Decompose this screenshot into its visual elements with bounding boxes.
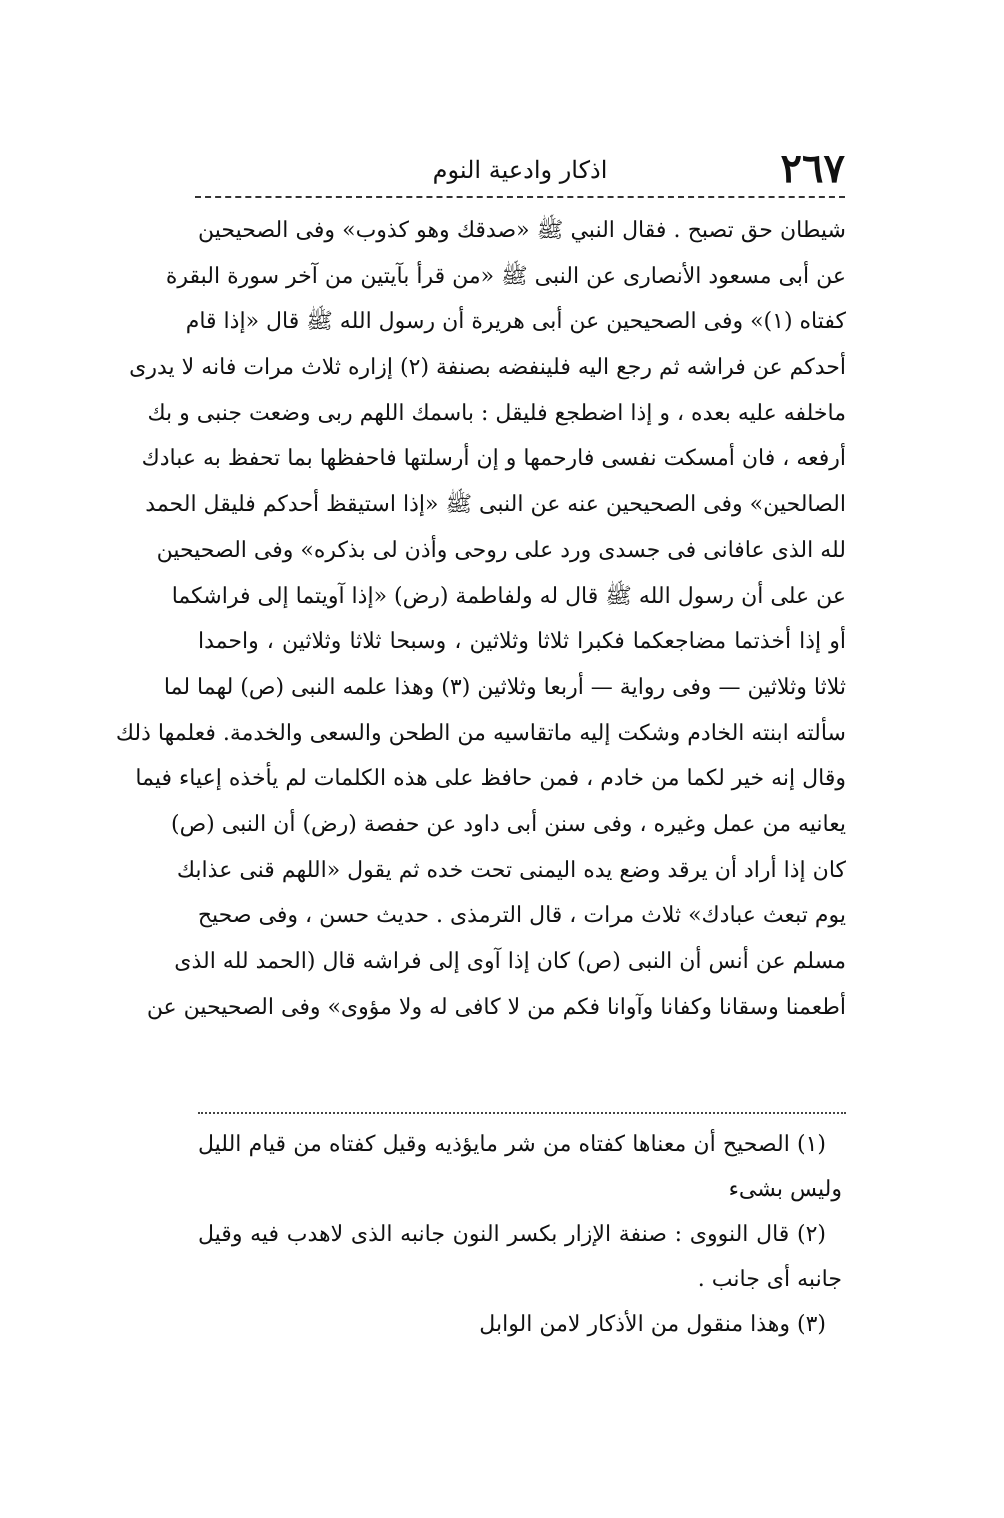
body-line: كفتاه (١)» وفى الصحيحين عن أبى هريرة أن رسول الله ﷺ قال «إذا قام [185,309,846,335]
body-line: ثلاثا وثلاثين — وفى رواية — أربعا وثلاثين (٣) وهذا علمه النبى (ص) لهما لما [163,674,846,700]
footnote-3: (٣) وهذا منقول من الأذكار لامن الوابل [479,1312,826,1337]
body-line: أحدكم عن فراشه ثم رجع اليه فلينفضه بصنفة (٢) إزاره ثلاث مرات فانه لا يدرى [129,355,846,381]
header-rule [195,196,845,198]
footnote-1: (١) الصحيح أن معناها كفتاه من شر مايؤذيه وقيل كفتاه من قيام الليل [198,1132,826,1157]
body-line: كان إذا أراد أن يرقد وضع يده اليمنى تحت خده ثم يقول «اللهم قنى عذابك [176,857,846,883]
body-line: سألته ابنته الخادم وشكت إليه ماتقاسيه من الطحن والسعى والخدمة. فعلمها ذلك [115,720,846,746]
body-line: يعانيه من عمل وغيره ، وفى سنن أبى داود عن حفصة (رض) أن النبى (ص) [171,811,846,837]
body-line: الصالحين» وفى الصحيحين عنه عن النبى ﷺ «إذا استيقظ أحدكم فليقل الحمد [145,492,846,518]
footnote-2: (٢) قال النووى : صنفة الإزار بكسر النون جانبه الذى لاهدب فيه وقيل [198,1222,826,1247]
body-line: يوم تبعث عبادك» ثلاث مرات ، قال الترمذى . حديث حسن ، وفى صحيح [197,903,846,929]
body-line: مسلم عن أنس أن النبى (ص) كان إذا آوى إلى فراشه قال (الحمد لله الذى [174,949,846,974]
footnote-2-continuation: جانبه أى جانب . [697,1267,842,1292]
body-line: أرفعه ، فان أمسكت نفسى فارحمها و إن أرسلتها فاحفظها بما تحفظ به عبادك [141,446,846,472]
body-line: أو إذا أخذتما مضاجعكما فكبرا ثلاثا وثلاثين ، وسبحا ثلاثا وثلاثين ، واحمدا [198,629,846,655]
body-line: وقال إنه خير لكما من خادم ، فمن حافظ على هذه الكلمات لم يأخذه إعياء فيما [135,766,846,792]
footnote-rule [198,1112,846,1114]
body-line: شيطان حق تصبح . فقال النبي ﷺ «صدقك وهو كذوب» وفى الصحيحين [198,218,846,243]
body-line: أطعمنا وسقانا وكفانا وآوانا فكم من لا كافى له ولا مؤوى» وفى الصحيحين عن [146,994,846,1020]
page-number: ٢٦٧ [780,145,845,192]
body-line: ماخلفه عليه بعده ، و إذا اضطجع فليقل : باسمك اللهم ربى وضعت جنبى و بك [147,400,846,426]
body-text [115,208,846,1030]
body-line: لله الذى عافانى فى جسدى ورد على روحى وأذن لى بذكره» وفى الصحيحين [156,537,846,563]
footnote-1-continuation: وليس بشىء [728,1177,842,1202]
running-title: اذكار وادعية النوم [432,156,608,184]
body-line: عن على أن رسول الله ﷺ قال له ولفاطمة (رض) «إذا آويتما إلى فراشكما [171,583,846,609]
body-line: عن أبى مسعود الأنصارى عن النبى ﷺ «من قرأ بآيتين من آخر سورة البقرة [165,263,846,289]
page-header [195,145,845,192]
footnotes [198,1122,846,1347]
